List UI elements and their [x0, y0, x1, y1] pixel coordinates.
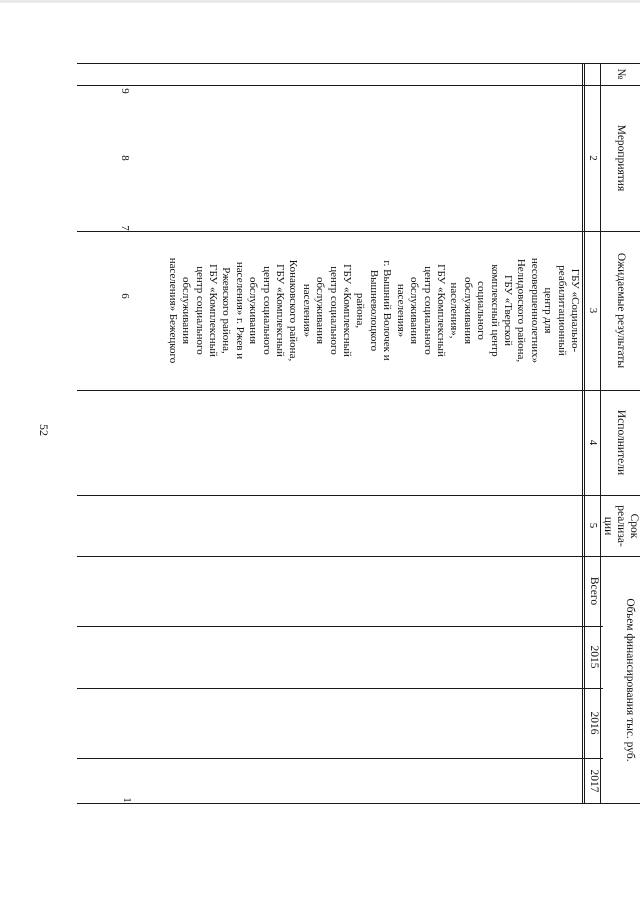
colnum-6-rot: 6 — [119, 293, 132, 299]
scan-edge — [0, 0, 640, 3]
row-divider-heavy — [582, 63, 583, 804]
row-expected-results: ГБУ «Социально- реабилитационный центр для несовершеннолетних» Нелидовского района, ГБУ «Тверской комплексный центр социального обслуживания населения», ГБУ «Комплексный центр социального обслуживания населения» г. Вышний Волочек и Вышневолоцкого района, ГБУ «Комплексный центр социального обслуживания населения» Конаковского района, ГБУ «Комплексный центр социального обслуживания населения» г. Ржев и Ржевского района, ГБУ «Комплексный центр социального обслуживания населения» Бежецкого — [166, 257, 581, 364]
header-executors: Исполнители — [615, 409, 628, 476]
table-border-left — [77, 63, 640, 64]
colnum-7-rot: 7 — [119, 225, 132, 231]
header-term: Срок реализа- ции — [602, 505, 640, 547]
colnum-8-rot: 8 — [119, 155, 132, 161]
col-divider-1 — [77, 85, 640, 86]
colnum-1-rot: 1 — [121, 797, 134, 803]
header-expected-results: Ожидаемые результаты — [615, 252, 628, 369]
col-divider-7 — [77, 688, 603, 689]
col-divider-4 — [77, 495, 640, 496]
financing-table — [77, 63, 640, 804]
colnum-3: 3 — [587, 307, 600, 314]
rotated-table-wrapper — [77, 63, 640, 804]
header-financing: Объем финансирования тыс. руб. — [624, 598, 637, 762]
page-number: 52 — [37, 424, 51, 436]
colnum-5: 5 — [587, 522, 600, 529]
colnum-2: 2 — [587, 155, 600, 161]
header-total: Всего — [588, 576, 601, 606]
col-divider-8 — [77, 758, 603, 759]
colnum-4: 4 — [587, 439, 600, 446]
col-divider-6 — [77, 626, 603, 627]
header-number: № — [615, 68, 628, 80]
col-divider-3 — [77, 390, 640, 391]
header-2016: 2016 — [588, 711, 601, 735]
header-activities: Мероприятия — [615, 124, 628, 192]
table-border-right — [77, 803, 640, 804]
col-divider-5 — [77, 556, 640, 557]
header-2017: 2017 — [588, 769, 601, 793]
col-divider-2 — [77, 231, 640, 232]
colnum-9-rot: 9 — [119, 88, 132, 94]
header-2015: 2015 — [588, 645, 601, 669]
